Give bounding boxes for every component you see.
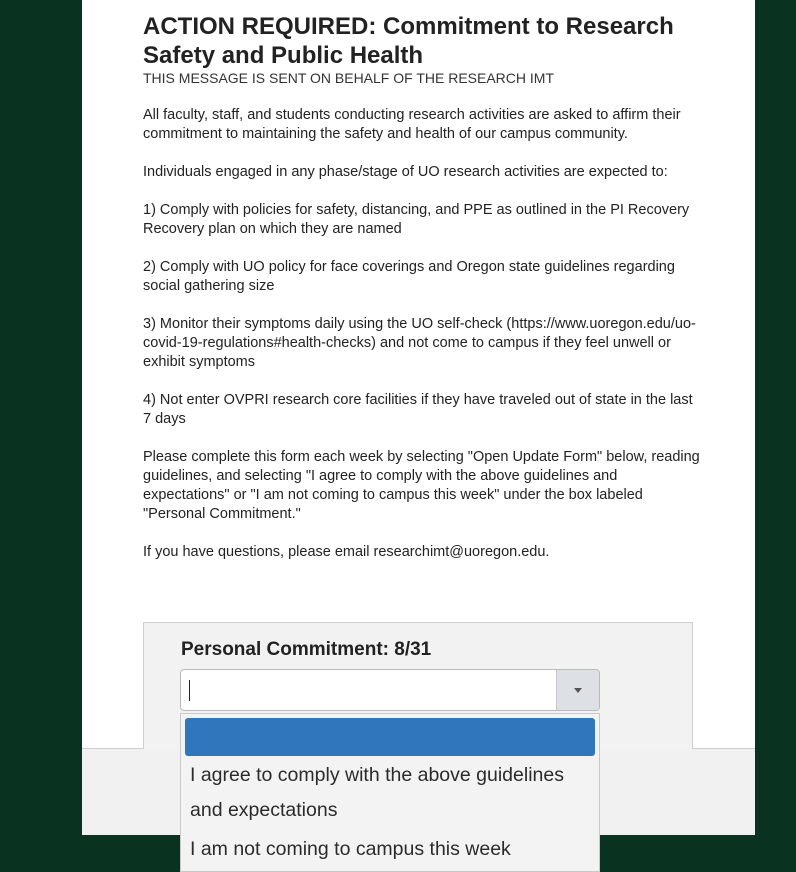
dropdown-option-not-coming[interactable]: I am not coming to campus this week	[190, 838, 511, 860]
expectation-item-2: 2) Comply with UO policy for face coverings and Oregon state guidelines regarding social gathering size	[143, 259, 675, 294]
personal-commitment-label: Personal Commitment: 8/31	[181, 639, 432, 660]
contact-paragraph: If you have questions, please email researchimt@uoregon.edu.	[143, 544, 550, 560]
message-body	[143, 12, 703, 562]
dropdown-option-agree-continued[interactable]: and expectations	[190, 799, 338, 821]
expectation-item-4: 4) Not enter OVPRI research core facilities if they have traveled out of state in the last 7 days	[143, 392, 693, 427]
dropdown-option-blank[interactable]	[185, 718, 595, 756]
expectation-item-1: 1) Comply with policies for safety, distancing, and PPE as outlined in the PI Recovery Recovery plan on which they are named	[143, 202, 690, 237]
instructions-paragraph: Please complete this form each week by selecting "Open Update Form" below, reading guidelines, and selecting "I agree to comply with the above guidelines and expectations" or "I am not coming to campus this week" under the box labeled "Personal Commitment."	[143, 449, 700, 522]
chevron-down-icon[interactable]	[556, 670, 599, 710]
expectations-intro: Individuals engaged in any phase/stage of UO research activities are expected to:	[143, 164, 668, 180]
dropdown-option-agree[interactable]: I agree to comply with the above guidelines	[190, 764, 564, 786]
personal-commitment-select[interactable]	[180, 669, 600, 711]
commitment-dropdown-menu	[180, 713, 600, 872]
text-cursor	[189, 680, 190, 701]
page-title: ACTION REQUIRED: Commitment to Research Safety and Public Health	[143, 13, 674, 69]
subtitle: THIS MESSAGE IS SENT ON BEHALF OF THE RESEARCH IMT	[143, 70, 554, 86]
intro-paragraph: All faculty, staff, and students conducting research activities are asked to affirm their commitment to maintaining the safety and health of our campus community.	[143, 107, 681, 142]
expectation-item-3: 3) Monitor their symptoms daily using the UO self-check (https://www.uoregon.edu/uo-covid-19-regulations#health-checks) and not come to campus if they feel unwell or exhibit symptoms	[143, 316, 696, 370]
